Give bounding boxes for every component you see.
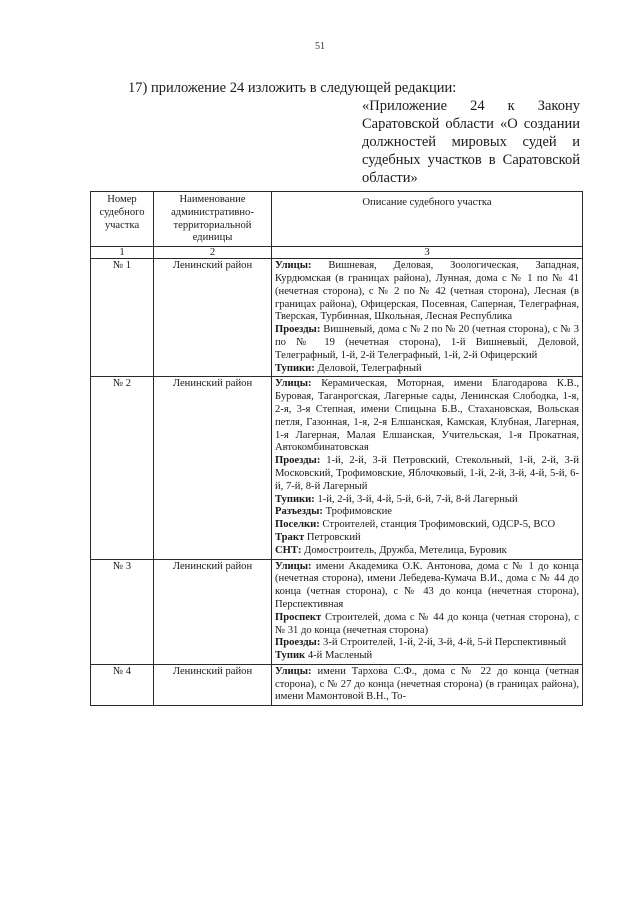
description-section: [275, 637, 579, 650]
section-label: Проезды:: [275, 324, 321, 336]
table-row: [91, 664, 583, 705]
section-label: Проезды:: [275, 637, 321, 649]
section-label: Улицы:: [275, 260, 312, 272]
section-text: Петровский: [306, 531, 361, 543]
section-text: 4-й Масленый: [307, 650, 373, 662]
section-label: СНТ:: [275, 544, 302, 556]
section-text: Деловой, Телеграфный: [317, 362, 422, 374]
section-text: Строителей, станция Трофимовский, ОДСР-5, ВСО: [322, 519, 556, 531]
description-section: [275, 519, 579, 532]
section-text: Керамическая, Моторная, имени Благодарова К.В., Буровая, Таганрогская, Лагерные сады, Ленинская Слободка, 1-я, 2-я, 3-я Степная, имени Спицына Б.В., Стахановская, Вольская петля, Газонная, 1-я, 2-я Елшанская, Камская, Клубная, Лагерная, 1-я Лагерная, Малая Елшанская, Учительская, 1-я Прокатная, Автокомбинатовская: [275, 378, 579, 454]
admin-unit-name: Ленинский район: [154, 259, 272, 377]
section-label: Тупики:: [275, 493, 315, 505]
section-text: Вишневая, Деловая, Зоологическая, Западная, Курдюмская (в границах района), Лунная, дома с № 1 по № 41 (нечетная сторона), с № 2 по № 42 (четная сторона), Лесная (в границах района), Офицерская, Посевная, Саперная, Телеграфная, Тверская, Турбинная, Школьная, Лесная Республика: [275, 260, 579, 323]
section-label: Улицы:: [275, 665, 312, 677]
header-district-number: Номер судебного участка: [91, 192, 154, 247]
district-description: [272, 377, 583, 559]
section-text: 3-й Строителей, 1-й, 2-й, 3-й, 4-й, 5-й Перспективный: [323, 637, 567, 649]
description-section: [275, 363, 579, 376]
table-row: [91, 559, 583, 664]
column-number: 2: [154, 247, 272, 259]
appendix-heading: «Приложение 24 к Закону Саратовской области «О создании должностей мировых судей и судебных участков в Саратовской области»: [362, 98, 580, 186]
column-number: 1: [91, 247, 154, 259]
section-text: Строителей, дома с № 44 до конца (четная сторона), с № 31 до конца (нечетная сторона): [275, 611, 579, 636]
section-text: Домостроитель, Дружба, Метелица, Буровик: [304, 544, 507, 556]
section-label: Улицы:: [275, 560, 312, 572]
section-label: Поселки:: [275, 519, 320, 531]
section-label: Улицы:: [275, 378, 312, 390]
section-text: имени Тархова С.Ф., дома с № 22 до конца (четная сторона), с № 27 до конца (нечетная сторона) (в границах района), имени Мамонтовой В.Н., То-: [275, 665, 579, 703]
district-description: [272, 259, 583, 377]
section-text: Вишневый, дома с № 2 по № 20 (четная сторона), с № 3 по № 19 (нечетная сторона), 1-й Вишневый, Деловой, Телеграфный, 1-й, 2-й Телеграфный, 1-й, 2-й Офицерский: [275, 324, 579, 361]
description-section: [275, 666, 579, 704]
district-number: № 2: [91, 377, 154, 559]
description-section: [275, 260, 579, 324]
description-section: [275, 612, 579, 638]
court-districts-table: [90, 191, 583, 706]
section-text: Трофимовские: [325, 506, 392, 518]
description-section: [275, 378, 579, 455]
column-number: 3: [272, 247, 583, 259]
district-number: № 4: [91, 664, 154, 705]
header-row: [91, 192, 583, 247]
header-description: Описание судебного участка: [272, 192, 583, 247]
section-text: 1-й, 2-й, 3-й, 4-й, 5-й, 6-й, 7-й, 8-й Лагерный: [317, 493, 518, 505]
description-section: [275, 545, 579, 558]
section-label: Тракт: [275, 531, 305, 543]
district-description: [272, 664, 583, 705]
description-section: [275, 532, 579, 545]
district-description: [272, 559, 583, 664]
description-section: [275, 494, 579, 507]
table-body: [91, 259, 583, 706]
description-section: [275, 455, 579, 493]
district-number: № 1: [91, 259, 154, 377]
district-number: № 3: [91, 559, 154, 664]
header-admin-unit: Наименование административно-территориальной единицы: [154, 192, 272, 247]
section-text: 1-й, 2-й, 3-й Петровский, Стекольный, 1-й, 2-й, 3-й Московский, Трофимовские, Яблочковый, 1-й, 2-й, 3-й, 4-й, 5-й, 6-й, 7-й, 8-й Лагерный: [275, 455, 579, 492]
amendment-intro: 17) приложение 24 изложить в следующей редакции:: [128, 80, 457, 96]
section-text: имени Академика О.К. Антонова, дома с № 1 до конца (нечетная сторона), имени Лебедева-Кумача В.И., дома с № 44 до конца (четная сторона), с № 43 до конца (нечетная сторона), Перспективная: [275, 560, 579, 610]
table-row: [91, 259, 583, 377]
section-label: Тупик: [275, 650, 306, 662]
admin-unit-name: Ленинский район: [154, 559, 272, 664]
column-number-row: [91, 247, 583, 259]
table-row: [91, 377, 583, 559]
section-label: Тупики:: [275, 362, 315, 374]
description-section: [275, 324, 579, 362]
section-label: Проезды:: [275, 455, 321, 467]
description-section: [275, 506, 579, 519]
description-section: [275, 650, 579, 663]
page-number: 51: [315, 41, 325, 52]
admin-unit-name: Ленинский район: [154, 377, 272, 559]
description-section: [275, 561, 579, 612]
section-label: Проспект: [275, 611, 322, 623]
section-label: Разъезды:: [275, 506, 323, 518]
admin-unit-name: Ленинский район: [154, 664, 272, 705]
